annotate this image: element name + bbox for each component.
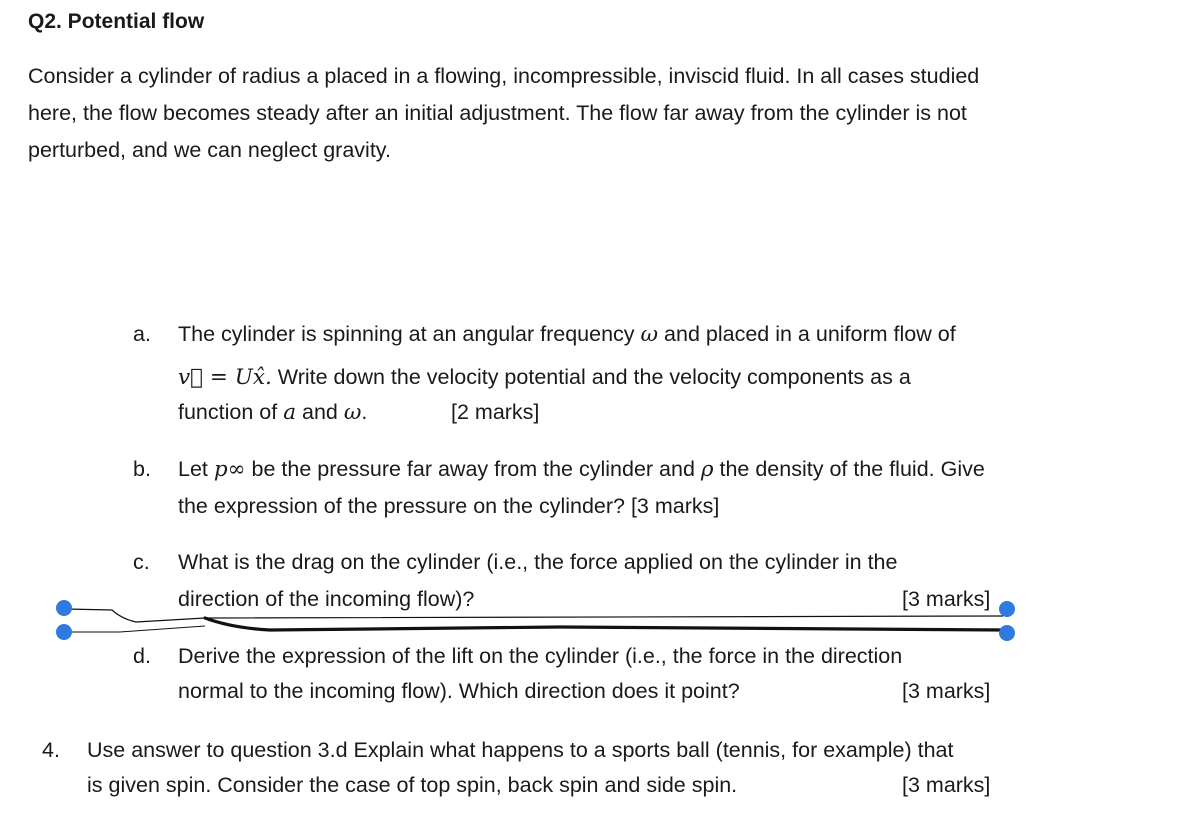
q4-marker: 4. (42, 738, 60, 762)
velocity-equation: v⃗ = Ux̂. (178, 365, 272, 390)
part-b-text: Let (178, 457, 214, 481)
omega-symbol: ω (640, 322, 659, 347)
part-a-marks: [2 marks] (451, 400, 540, 424)
part-b-marker: b. (133, 457, 151, 481)
selection-handle-bottom-left[interactable] (56, 624, 72, 640)
p-infinity-symbol: p∞ (213, 457, 246, 482)
part-c-line-1: What is the drag on the cylinder (i.e., the force applied on the cylinder in the (178, 550, 898, 574)
part-d-marker: d. (133, 644, 151, 668)
q4-line-2: is given spin. Consider the case of top spin, back spin and side spin. (87, 773, 738, 797)
ink-lower-line[interactable] (66, 626, 205, 632)
intro-line-1: Consider a cylinder of radius a placed in a flowing, incompressible, inviscid fluid. In all cases studied (28, 64, 980, 88)
part-d-line-1: Derive the expression of the lift on the cylinder (i.e., the force in the direction (178, 644, 903, 668)
part-a-text: Write down the velocity potential and the velocity components as a (271, 365, 911, 389)
part-a-text: The cylinder is spinning at an angular frequency (178, 322, 641, 346)
radius-symbol: a (283, 400, 297, 425)
selection-handle-top-left[interactable] (56, 600, 72, 616)
part-b-text: be the pressure far away from the cylinder and (245, 457, 701, 481)
q4-line-1: Use answer to question 3.d Explain what happens to a sports ball (tennis, for example) that (87, 738, 954, 762)
ink-thick-line[interactable] (205, 618, 1005, 630)
omega-symbol: ω (343, 400, 362, 425)
part-a-marker: a. (133, 322, 151, 346)
part-c-marks: [3 marks] (902, 587, 991, 611)
part-a-text: and (296, 400, 344, 424)
rho-symbol: ρ (700, 457, 714, 482)
selection-handle-top-right[interactable] (999, 601, 1015, 617)
part-c-marker: c. (133, 550, 150, 574)
part-b-line-2: the expression of the pressure on the cylinder? [3 marks] (178, 494, 720, 518)
question-title: Q2. Potential flow (28, 10, 205, 33)
part-a-text: and placed in a uniform flow of (658, 322, 956, 346)
intro-line-2: here, the flow becomes steady after an initial adjustment. The flow far away from the cylinder is not (28, 101, 967, 125)
intro-line-3: perturbed, and we can neglect gravity. (28, 138, 391, 162)
part-b-text: the density of the fluid. Give (713, 457, 985, 481)
selection-handle-bottom-right[interactable] (999, 625, 1015, 641)
part-c-line-2: direction of the incoming flow)? (178, 587, 475, 611)
part-a-text: function of (178, 400, 284, 424)
q4-marks: [3 marks] (902, 773, 991, 797)
part-a-text: . (361, 400, 368, 424)
part-d-line-2: normal to the incoming flow). Which direction does it point? (178, 679, 740, 703)
part-d-marks: [3 marks] (902, 679, 991, 703)
